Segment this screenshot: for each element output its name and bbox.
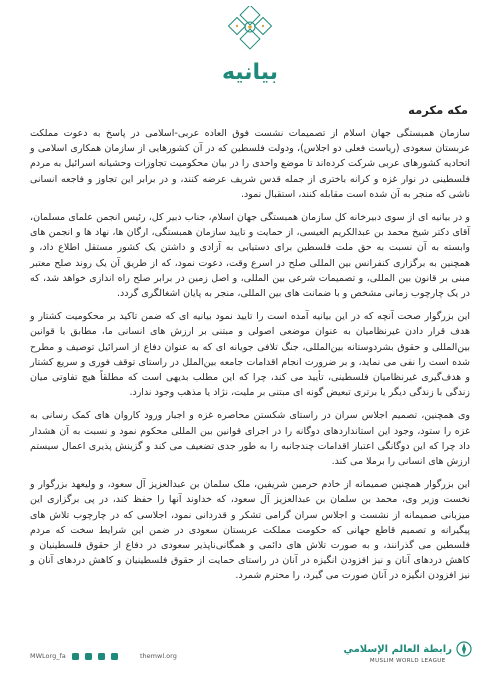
salutation-location: مکه مکرمه [408,103,468,117]
paragraph: سازمان همبستگی جهان اسلام از تصمیمات نشست فوق العاده عربی-اسلامی در پاسخ به دعوت مملکت عربستان سعودی (ریاست فعلی دو اجلاس)، ودولت فلسطین که در آن کشورهایی از سازمان همکاری اسلامی و اتحادیه کشورهای عربی شرکت کرده‌اند تا موضع واحدی را در بیان محکومیت تجاوزات وحشیانه اسرائیل به مردم فلسطینی در نوار غزه و کرانه باختری از جمله قدس شریف عرضه کنند، و در برابر این تجاوز و فاجعه انسانی ناشی که منجر به آن شده است مقابله کنند، استقبال نمود. [30,128,470,200]
paragraph: وی همچنین، تصمیم اجلاس سران در راستای شکستن محاصره غزه و اجبار ورود کاروان های کمک رسانی به غزه را ستود، وجود این استانداردهای دوگانه را در اجرای قوانین بین المللی محکوم نمود و نسبت به آن هشدار داد چرا که این دوگانگی اعتبار اقدامات چندجانبه را به طور جدی تضعیف می کند و گزینش پذیری اعمال سیستم ارزش های انسانی را برملا می کند. [30,410,470,468]
x-icon[interactable] [72,653,79,660]
youtube-icon[interactable] [111,653,118,660]
mwl-emblem-icon [456,641,472,657]
mwl-logo [344,641,473,664]
social-handle: MWLorg_fa [30,652,66,660]
instagram-icon[interactable] [98,653,105,660]
facebook-icon[interactable] [85,653,92,660]
website-link[interactable]: themwl.org [140,652,177,660]
statement-body [30,126,470,592]
paragraph: این بزرگوار صحت آنچه که در این بیانیه آمده است را تایید نمود بیانیه ای که ضمن تاکید بر محکومیت کشتار و هدف قرار دادن غیرنظامیان به عنوان موضعی اصولی و مبتنی بر ارزش های انسانی ما، مطابق با قوانین بین‌المللی و حقوق بشردوستانه بین‌المللی، جنگ تلافی جویانه ای که به عنوان دفاع از اسرائیل توصیف و مطرح شده است را نفی می نماید، و بر ضرورت انجام اقدامات جامعه بین‌الملل در راستای توقف فوری و سریع کشتار و هدف‌گیری غیرنظامیان فلسطینی، تأیید می کند، چرا که این مطلب بدیهی است که مطلقاً هیچ تفاوتی میان زندگی با زندگی دیگر یا برتری تبعیض گونه ای مبتنی بر ملیت، نژاد یا مذهب وجود ندارد. [30,311,470,399]
paragraph: و در بیانیه ای از سوی دبیرخانه کل سازمان همبستگی جهان اسلام، جناب دبیر کل، رئیس انجمن علمای مسلمان، آقای دکتر شیخ محمد بن عبدالکریم العیسی، از حمایت و تایید سازمان همبستگی، ارگان ها، نهاد ها و انجمن های وابسته به آن نسبت به حق ملت فلسطین برای دستیابی به آزادی و داشتن یک کشور مستقل اطلاع داد، و همچنین به برگزاری کنفرانس بین المللی صلح در اسرع وقت، دعوت نمود، که از طریق آن یک روند صلح معتبر مبنی بر قانون بین المللی، و تصمیمات شرعی بین المللی، و اصل زمین در برابر صلح راه اندازی خواهد شد، که در یک چارچوب زمانی مشخص و با ضمانت های بین المللی، منجر به پایان اشغالگری گردد. [30,212,470,300]
social-links [30,652,118,660]
footer [0,645,500,680]
org-name-english: MUSLIM WORLD LEAGUE [369,658,446,664]
paragraph: این بزرگوار همچنین صمیمانه از خادم حرمین شریفین، ملک سلمان بن عبدالعزیز آل سعود، و ولیعهد بزرگوار و نخست وزیر وی، محمد بن سلمان بن عبدالعزیز آل سعود، که خداوند آنها را حفظ کند، در پی برگزاری این میزبانی صمیمانه از نشست و اجلاس سران گرامی تشکر و قدردانی نمود، اجلاسی که در چارچوب تلاش های پیگیرانه و تصمیم قاطع جهانی که حکومت مملکت عربستان سعودی در ضمن این شرایط سخت که مردم فلسطین می گذرانند، و به صورت تلاش های دائمی و همگانی‌ناپذیر سعودی در دفاع از حقوق فلسطینیان و کاهش دردهای آنان و نیز افزودن انگیزه در آنان در راستای حمایت از حقوق فلسطینیان و کاهش دردهای آنان و نیز افزودن انگیزه در آنان صورت می گیرد، را محترم شمرد. [30,479,470,582]
document-title: بیانیه [221,60,279,85]
geometric-emblem-icon [221,6,279,54]
org-name-arabic: رابطة العالم الإسلامي [343,643,452,655]
